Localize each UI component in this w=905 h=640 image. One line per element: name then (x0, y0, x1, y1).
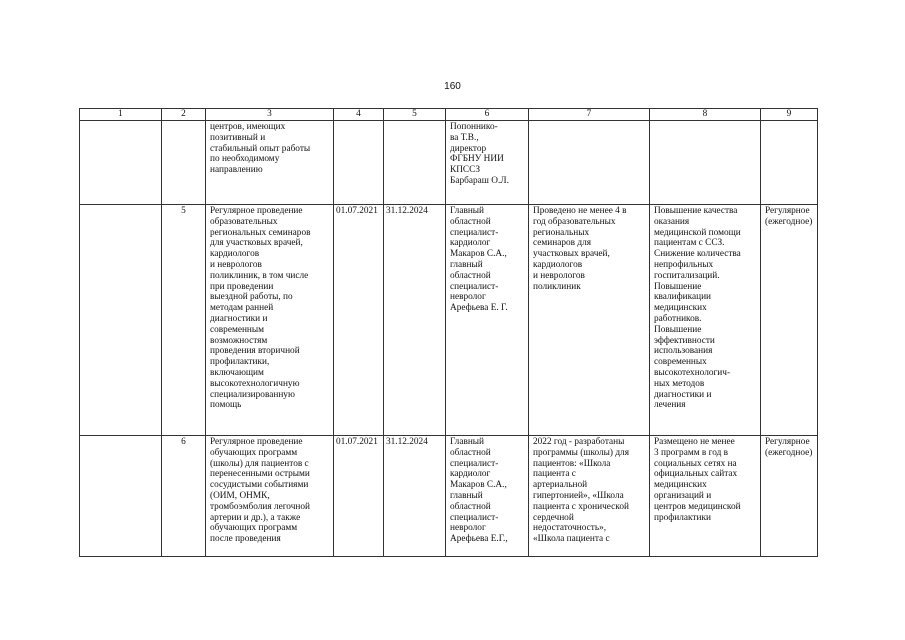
cell-line: невролог (450, 292, 486, 303)
cell-line: поликлиник, в том числе (210, 270, 309, 281)
start-date: 01.07.2021 (334, 205, 384, 436)
cell-line: программы (школы) для (533, 447, 629, 458)
cell-line: Повышение качества (654, 206, 738, 216)
cell-line: направлению (210, 165, 263, 176)
cell-line: профилактики, (210, 357, 270, 368)
cell-line: Макаров С.А., (450, 480, 507, 491)
cell-line: областной (450, 447, 491, 458)
column-number-cell: 3 (206, 109, 334, 121)
cell-line: медицинских (654, 303, 707, 314)
cell-line: стабильный опыт работы (210, 143, 311, 154)
row-number: 6 (162, 436, 206, 557)
result-cell (529, 205, 650, 436)
cell-line: гипертонией», «Школа (533, 490, 624, 501)
cell-line: организаций и (654, 490, 712, 501)
cell-line: и неврологов (533, 270, 585, 281)
empty-cell (80, 121, 162, 205)
cell-line: семинаров для (533, 238, 591, 249)
cell-line: центров, имеющих (210, 122, 286, 132)
cell-line: Регулярное проведение (210, 437, 303, 447)
cell-line: медицинских (654, 480, 707, 491)
cell-line: обучающих программ (210, 523, 298, 534)
column-number-cell: 2 (162, 109, 206, 121)
cell-line: главный (450, 490, 483, 501)
cell-line: пациентов: «Школа (533, 458, 611, 469)
row-number: 5 (162, 205, 206, 436)
cell-line: пациента с (533, 469, 576, 480)
cell-line: Арефьева Е. Г. (450, 303, 508, 314)
column-number-cell: 4 (334, 109, 384, 121)
cell-line: современных (654, 357, 707, 368)
cell-line: кардиологов (210, 249, 260, 260)
cell-line: включающим (210, 367, 264, 378)
responsible-cell (446, 121, 529, 205)
cell-line: 2022 год - разработаны (533, 437, 625, 447)
table-row (80, 121, 818, 205)
cell-line: специалист- (450, 512, 499, 523)
result-cell (529, 121, 650, 205)
cell-line: (ОИМ, ОНМК, (210, 490, 270, 501)
cell-line: Арефьева Е.Г., (450, 534, 508, 545)
table-row (80, 205, 818, 436)
cell-line: Повышение (654, 324, 702, 335)
frequency-cell (761, 121, 818, 205)
start-date (334, 121, 384, 205)
cell-line: методам ранней (210, 303, 274, 314)
cell-line: медицинской помощи (654, 227, 741, 238)
cell-line: позитивный и (210, 132, 266, 143)
frequency-cell (761, 205, 818, 436)
column-number-cell: 9 (761, 109, 818, 121)
frequency-cell (761, 436, 818, 557)
cell-line: главный (450, 259, 483, 270)
cell-line: образовательных (210, 216, 278, 227)
cell-line: Главный (450, 437, 485, 447)
cell-line: Повышение (654, 281, 702, 292)
cell-line: перенесенными острыми (210, 469, 310, 480)
column-number-cell: 6 (446, 109, 529, 121)
effect-cell (650, 436, 761, 557)
cell-line: профилактики (654, 512, 711, 523)
result-cell (529, 436, 650, 557)
cell-line: по необходимому (210, 154, 280, 165)
cell-line: работников. (654, 313, 702, 324)
cell-line: артерии и др.), а также (210, 512, 301, 523)
cell-line: артериальной (533, 480, 588, 491)
column-number-cell: 7 (529, 109, 650, 121)
cell-line: кардиологов (533, 259, 583, 270)
cell-line: тромбоэмболия легочной (210, 501, 310, 512)
cell-line: высокотехнологичную (210, 378, 300, 389)
cell-line: директор (450, 143, 487, 154)
cell-line: специалист- (450, 227, 499, 238)
page-number: 160 (444, 81, 461, 92)
cell-line: кардиолог (450, 238, 491, 249)
cell-line: Регулярное (765, 206, 810, 216)
cell-line: поликлиник (533, 281, 581, 292)
cell-line: (школы) для пациентов с (210, 458, 309, 469)
effect-cell (650, 205, 761, 436)
cell-line: центров медицинской (654, 501, 741, 512)
column-number-cell: 1 (80, 109, 162, 121)
cell-line: выездной работы, по (210, 292, 293, 303)
cell-line: диагностики и (210, 313, 268, 324)
end-date: 31.12.2024 (384, 436, 446, 557)
cell-line: использования (654, 346, 713, 357)
cell-line: квалификации (654, 292, 712, 303)
cell-line: проведения вторичной (210, 346, 300, 357)
start-date: 01.07.2021 (334, 436, 384, 557)
cell-line: при проведении (210, 281, 274, 292)
cell-line: современным (210, 324, 265, 335)
cell-line: и неврологов (210, 259, 262, 270)
cell-line: КПССЗ (450, 165, 480, 176)
cell-line: пациента с хронической (533, 501, 629, 512)
cell-line: Главный (450, 206, 485, 216)
empty-cell (80, 436, 162, 557)
cell-line: пациентам с ССЗ. (654, 238, 725, 249)
cell-line: диагностики и (654, 389, 712, 400)
cell-line: лечения (654, 400, 686, 411)
cell-line: непрофильных (654, 259, 714, 270)
cell-line: специалист- (450, 458, 499, 469)
cell-line: Барбараш О.Л. (450, 175, 509, 186)
measure-cell (206, 205, 334, 436)
table-body (80, 109, 818, 557)
cell-line: областной (450, 270, 491, 281)
cell-line: социальных сетях на (654, 458, 737, 469)
cell-line: оказания (654, 216, 690, 227)
cell-line: «Школа пациента с (533, 534, 610, 545)
cell-line: (ежегодное) (765, 216, 813, 227)
cell-line: Регулярное проведение (210, 206, 303, 216)
cell-line: сердечной (533, 512, 574, 523)
empty-cell (80, 205, 162, 436)
table-row (80, 436, 818, 557)
cell-line: областной (450, 216, 491, 227)
cell-line: после проведения (210, 534, 281, 545)
cell-line: невролог (450, 523, 486, 534)
cell-line: кардиолог (450, 469, 491, 480)
cell-line: недостаточность», (533, 523, 607, 534)
cell-line: региональных (533, 227, 590, 238)
cell-line: эффективности (654, 335, 715, 346)
cell-line: (ежегодное) (765, 447, 813, 458)
responsible-cell (446, 436, 529, 557)
cell-line: Макаров С.А., (450, 249, 507, 260)
cell-line: Проведено не менее 4 в (533, 206, 627, 216)
cell-line: специалист- (450, 281, 499, 292)
end-date: 31.12.2024 (384, 205, 446, 436)
cell-line: ных методов (654, 378, 705, 389)
column-number-cell: 8 (650, 109, 761, 121)
end-date (384, 121, 446, 205)
cell-line: официальных сайтах (654, 469, 738, 480)
cell-line: Попоннико- (450, 122, 498, 132)
cell-line: высокотехнологич- (654, 367, 731, 378)
measure-cell (206, 121, 334, 205)
cell-line: ва Т.В., (450, 132, 479, 143)
cell-line: региональных семинаров (210, 227, 311, 238)
measures-table (79, 108, 818, 557)
cell-line: ФГБНУ НИИ (450, 154, 504, 165)
cell-line: год образовательных (533, 216, 616, 227)
cell-line: участковых врачей, (533, 249, 610, 260)
cell-line: Размещено не менее (654, 437, 735, 447)
cell-line: возможностям (210, 335, 268, 346)
cell-line: 3 программ в год в (654, 447, 729, 458)
measure-cell (206, 436, 334, 557)
cell-line: специализированную (210, 389, 295, 400)
cell-line: госпитализаций. (654, 270, 720, 281)
effect-cell (650, 121, 761, 205)
cell-line: областной (450, 501, 491, 512)
cell-line: сосудистыми событиями (210, 480, 309, 491)
cell-line: обучающих программ (210, 447, 298, 458)
responsible-cell (446, 205, 529, 436)
column-number-cell: 5 (384, 109, 446, 121)
cell-line: Снижение количества (654, 249, 741, 260)
cell-line: Регулярное (765, 437, 810, 447)
cell-line: для участковых врачей, (210, 238, 303, 249)
column-number-row (80, 109, 818, 121)
row-number (162, 121, 206, 205)
cell-line: помощь (210, 400, 242, 411)
